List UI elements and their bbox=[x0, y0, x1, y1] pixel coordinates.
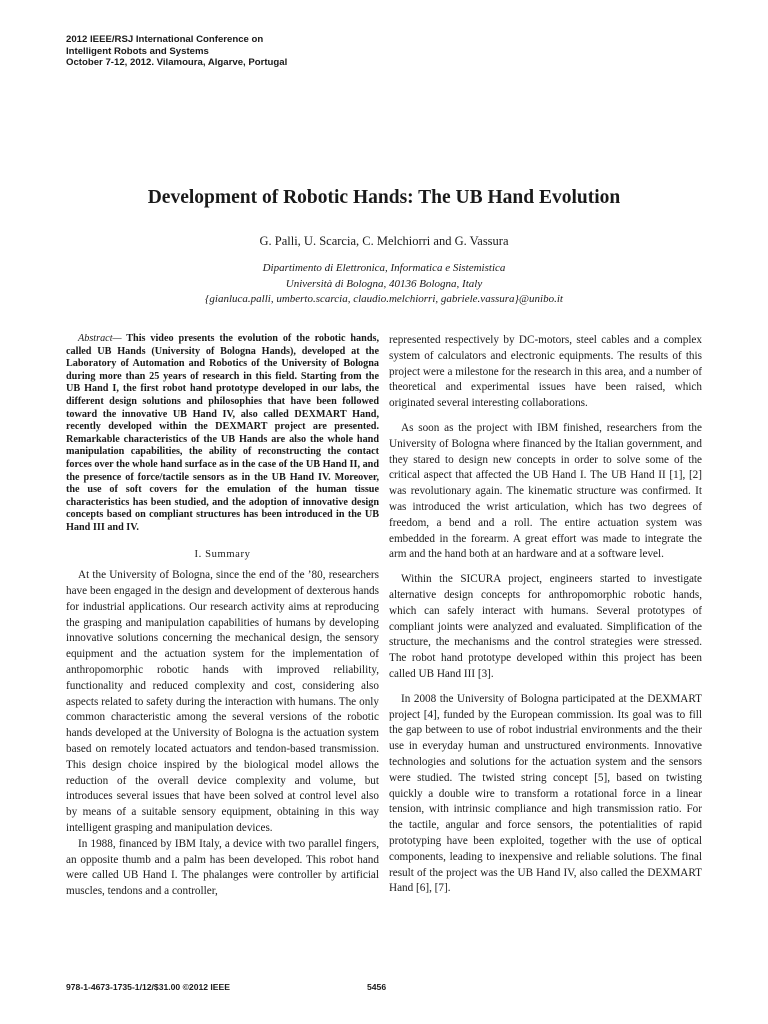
body-paragraph: In 2008 the University of Bologna participated at the DEXMART project [4], funded by the European commission. Its goal was to fill the gap between to use of robot industrial environments and the their use in everyday human and unstructured environments. Innovative technologies and solutions for the actuation system and the sensors were studied. The twisted string concept [5], based on twisting quickly a double wire to transform a rotational force in a linear tension, with intrinsic compliance and high transmission ratio. For the tactile, angular and force sensors, the potentialities of rapid prototyping have been exploited, together with the use of optical components, leading to inexpensive and reliable solutions. The final result of the project was the UB Hand IV, also called the DEXMART Hand [6], [7]. bbox=[389, 692, 702, 895]
abstract bbox=[66, 333, 379, 535]
author-list: G. Palli, U. Scarcia, C. Melchiorri and G. Vassura bbox=[259, 234, 509, 248]
affiliation-emails: {gianluca.palli, umberto.scarcia, claudio.melchiorri, gabriele.vassura}@unibo.it bbox=[205, 293, 563, 305]
paper-title: Development of Robotic Hands: The UB Hand Evolution bbox=[147, 187, 621, 208]
page-number: 5456 bbox=[367, 982, 387, 992]
conference-line-1: 2012 IEEE/RSJ International Conference on bbox=[66, 34, 264, 45]
abstract-label: Abstract— bbox=[78, 333, 122, 344]
body-paragraph: As soon as the project with IBM finished, researchers from the University of Bologna where financed by the Italian government, and they stared to design new concepts in order to solve some of the critical aspect that affected the UB Hand I. The UB Hand II [1], [2] was revolutionary again. The kinematic structure was confirmed. It was introduced the wrist articulation, which has two degrees of freedom, a bend and a roll. The entire actuation system was embedded in the forearm. A great effort was made to integrate the arm and the hand both at an hardware and at a software level. bbox=[389, 421, 702, 561]
body-paragraph: In 1988, financed by IBM Italy, a device with two parallel fingers, an opposite thumb and a palm has been developed. This robot hand were called UB Hand I. The phalanges were controller by artificial muscles, tendons and a controller, bbox=[66, 837, 379, 898]
conference-line-3: October 7-12, 2012. Vilamoura, Algarve, Portugal bbox=[66, 57, 288, 69]
affiliation-university: Università di Bologna, 40136 Bologna, Italy bbox=[285, 277, 483, 290]
body-paragraph: Within the SICURA project, engineers started to investigate alternative design concepts for anthropomorphic robotic hands, which can safely interact with humans. Several prototypes of compliant joints were analyzed and evaluated. Simplification of the structure, the mechanisms and the control strategies were stressed. The robot hand prototype developed within this project has been called UB Hand III [3]. bbox=[389, 573, 702, 680]
left-column bbox=[66, 333, 379, 900]
conference-line-2: Intelligent Robots and Systems bbox=[66, 45, 209, 57]
abstract-text: This video presents the evolution of the robotic hands, called UB Hands (University of Bologna Hands), developed at the Laboratory of Automation and Robotics of the University of Bologna during more than 25 years of research in this field. Starting from the UB Hand I, the first robot hand prototype developed in our labs, the different design solutions and philosophies that have been followed toward the innovative UB Hand IV, also called DEXMART Hand, recently developed within the DEXMART project are presented. Remarkable characteristics of the UB Hands are also the whole hand manipulation capabilities, the ability of reconstructing the contact forces over the whole hand surface as in the case of the UB Hand II, and the presence of force/tactile sensors as in the UB Hand IV. Moreover, the use of soft covers for the emulation of the human tissue characteristics has been studied, and the adoption of innovative design concepts based on compliant structures has been introduced in the UB Hand III and IV. bbox=[66, 333, 379, 533]
body-paragraph: At the University of Bologna, since the end of the ’80, researchers have been engaged in the design and development of dexterous hands for industrial applications. Our research activity aims at reproducing the grasping and manipulation capabilities of humans by developing innovative solutions concerning the mechanical design, the sensory equipment and the actuation system for the implementation of anthropomorphic robotic hands with improved reliability, functionality and reduced complexity and cost, considering also aspects related to safety during the interaction with humans. The only common characteristic among the several versions of the robotic hands developed at the University of Bologna is the actuation system based on remotely located actuators and tendon-based transmission. This design choice inspired by the biological model allows the reduction of the overall device complexity and volume, but introduces several issues that have been solved at control level also by means of a suitable sensory equipment, obtaining in this way intelligent grasping and manipulation devices. bbox=[66, 569, 379, 835]
affiliation-department: Dipartimento di Elettronica, Informatica e Sistemistica bbox=[262, 262, 506, 274]
affiliation bbox=[0, 261, 768, 308]
section-heading: I. Summary bbox=[194, 548, 251, 560]
conference-header bbox=[66, 34, 287, 69]
footer-isbn: 978-1-4673-1735-1/12/$31.00 ©2012 IEEE bbox=[66, 982, 231, 992]
body-paragraph: represented respectively by DC-motors, steel cables and a complex system of calculators and electronic equipments. The results of this project were a milestone for the research in this area, and a number of theoretical and experimental issues have been raised, which originated several interesting collaborations. bbox=[389, 334, 702, 410]
right-column bbox=[389, 333, 702, 897]
